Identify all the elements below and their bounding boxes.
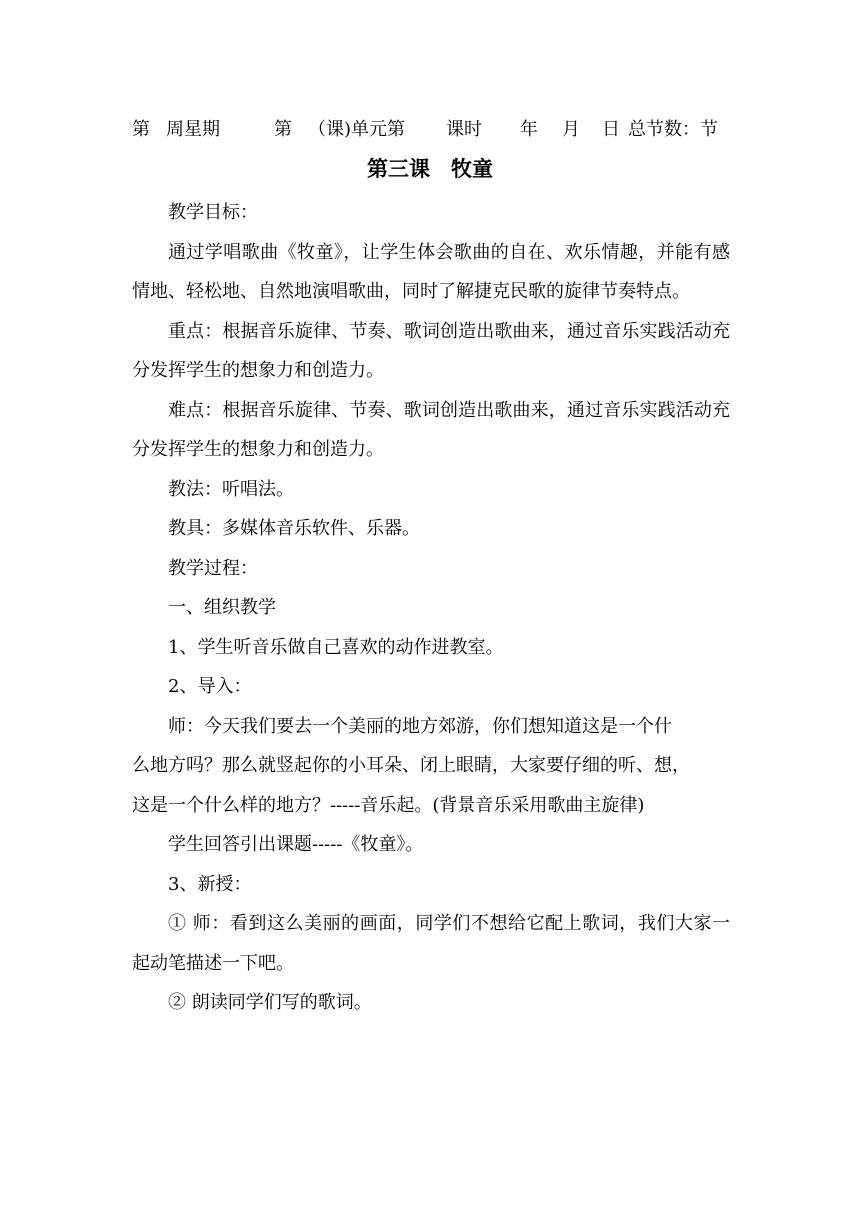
student-answer: 学生回答引出课题-----《牧童》。 bbox=[168, 834, 424, 855]
step-3: 3、新授： bbox=[168, 873, 252, 895]
header-year: 年 bbox=[520, 119, 538, 140]
header-week: 第 bbox=[132, 119, 150, 140]
header-month: 月 bbox=[562, 119, 580, 140]
lesson-body bbox=[132, 193, 730, 1023]
item-2: ② 朗读同学们写的歌词。 bbox=[168, 992, 372, 1013]
step-2: 2、导入： bbox=[168, 676, 252, 697]
header-unit-prefix: 第 bbox=[274, 119, 292, 140]
teaching-method: 教法：听唱法。 bbox=[168, 478, 294, 500]
header-period: 课时 bbox=[446, 119, 482, 140]
section-organize: 一、组织教学 bbox=[168, 597, 276, 618]
objectives-heading: 教学目标： bbox=[168, 202, 258, 223]
process-heading: 教学过程： bbox=[168, 557, 258, 579]
teacher-intro-line-1: 师：今天我们要去一个美丽的地方郊游，你们想知道这是一个什 bbox=[168, 715, 672, 737]
item-1: ① 师：看到这么美丽的画面，同学们不想给它配上歌词，我们大家一起动笔描述一下吧。 bbox=[132, 913, 730, 974]
step-1: 1、学生听音乐做自己喜欢的动作进教室。 bbox=[168, 636, 504, 658]
key-point: 重点：根据音乐旋律、节奏、歌词创造出歌曲来，通过音乐实践活动充分发挥学生的想象力和创造力。 bbox=[132, 320, 730, 381]
difficulty: 难点：根据音乐旋律、节奏、歌词创造出歌曲来，通过音乐实践活动充分发挥学生的想象力和创造力。 bbox=[132, 399, 730, 460]
header-total: 总节数：节 bbox=[628, 119, 718, 140]
header-weekday: 周星期 bbox=[166, 119, 220, 140]
objectives-text: 通过学唱歌曲《牧童》，让学生体会歌曲的自在、欢乐情趣，并能有感情地、轻松地、自然地演唱歌曲，同时了解捷克民歌的旋律节奏特点。 bbox=[132, 241, 730, 302]
teaching-tools: 教具：多媒体音乐软件、乐器。 bbox=[168, 518, 420, 539]
lesson-header-line bbox=[132, 116, 730, 144]
teacher-intro-line-3: 这是一个什么样的地方？-----音乐起。(背景音乐采用歌曲主旋律) bbox=[132, 794, 645, 816]
lesson-title: 第三课 牧童 bbox=[367, 157, 493, 181]
teacher-intro-line-2: 么地方吗？那么就竖起你的小耳朵、闭上眼睛，大家要仔细的听、想， bbox=[132, 755, 690, 776]
header-day: 日 bbox=[602, 119, 620, 140]
header-unit: （课)单元第 bbox=[308, 119, 406, 140]
